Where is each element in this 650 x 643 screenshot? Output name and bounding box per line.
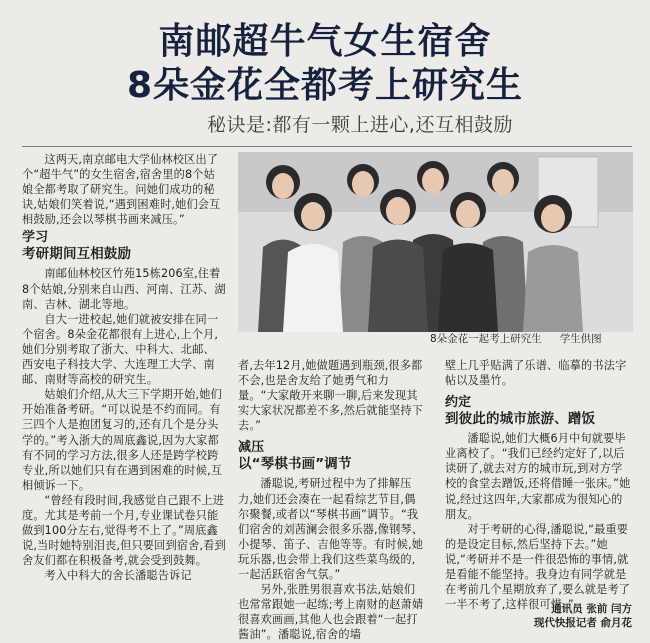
paragraph: 南邮仙林校区竹苑15栋206室,住着8个姑娘,分别来自山西、河南、江苏、湖南、吉林、湖北等地。 [22,267,226,311]
byline-correspondents: 通讯员 张前 闫方 [551,603,632,615]
byline [510,602,632,630]
header-divider [22,146,632,147]
section-kicker-relax: 减压 [238,440,265,456]
section-kicker-study: 学习 [22,230,49,246]
paragraph: 姑娘们介绍,从大三下学期开始,她们开始准备考研。“可以说是不约而同。有三四个人是抱团复习的,还有几个是分头学的。”考入浙大的周底鑫说,因为大家都有不同的学习方法,很多人还是跨学校跨专业,所以她们只有在遇到困难的时候,互相倾诉一下。 [22,388,223,492]
section-kicker-promise: 约定 [445,395,472,411]
section-title-promise: 到彼此的城市旅游、蹭饭 [445,411,596,428]
byline-reporter: 现代快报记者 俞月花 [533,617,632,629]
paragraph: 考入中科大的舍长潘聪告诉记 [44,569,192,583]
photo-credit: 学生供图 [559,333,602,345]
subheadline: 秘诀是:都有一颗上进心,还互相鼓励 [207,114,513,136]
headline-line-2: 8朵金花全都考上研究生 [126,65,524,106]
photo-caption [430,333,602,346]
paragraph: 另外,张胜男很喜欢书法,姑娘们也常常跟她一起练;考上南财的赵萧婧很喜欢画画,其他人也会跟着“一起打酱油”。潘聪说,宿舍的墙 [238,583,424,642]
group-photo [238,152,633,332]
headline-line-1: 南邮超牛气女生宿舍 [158,21,492,62]
paragraph: 者,去年12月,她做题遇到瓶颈,很多都不会,也是舍友给了她勇气和力量。“大家敞开来聊一聊,后来发现其实大家状况都差不多,然后就能坚持下去。” [238,359,424,433]
paragraph: 自大一进校起,她们就被安排在同一个宿舍。8朵金花都很有上进心,上个月,她们分别考取了浙大、中科大、北邮、西安电子科技大学、大连理工大学、南邮、南财等高校的研究生。 [22,312,219,387]
paragraph: 壁上几乎贴满了乐谱、临摹的书法字帖以及墨竹。 [445,359,627,388]
section-title-study: 考研期间互相鼓励 [22,246,132,263]
caption-text: 8朵金花一起考上研究生 [430,333,542,345]
article-column-1 [22,152,226,583]
group-photo-illustration [238,152,633,332]
intro-paragraph: 这两天,南京邮电大学仙林校区出了个“超牛气”的女生宿舍,宿舍里的8个姑娘全都考取了研究生。问她们成功的秘诀,姑娘们笑着说,“遇到困难时,她们会互相鼓励,还会以琴棋书画来减压。” [22,153,221,227]
article-column-2 [238,358,424,643]
paragraph: 潘聪说,她们大概6月中旬就要毕业离校了。“我们已经约定好了,以后读研了,就去对方的城市玩,到对方学校的食堂去蹭饭,还将借睡一张床。”她说,经过这四年,大家都成为很知心的朋友。 [445,432,631,521]
paragraph: 对于考研的心得,潘聪说,“最重要的是设定目标,然后坚持下去。”她说,“考研并不是一件很恐怖的事情,就是看能不能坚持。我身边有同学就是在考前几个星期放弃了,要么就是考了一半不考了,这样很可惜。” [445,522,631,612]
section-title-relax: 以“琴棋书画”调节 [238,456,352,473]
paragraph: 潘聪说,考研过程中为了排解压力,她们还会凑在一起看综艺节目,偶尔聚餐,或者以“琴棋书画”调节。“我们宿舍的刘茜澜会很多乐器,像钢琴、小提琴、笛子、吉他等等。有时候,她玩乐器,也会带上我们这些菜鸟级的,一起活跃宿舍气氛。” [238,477,424,582]
paragraph: “曾经有段时间,我感觉自己跟不上进度。尤其是考前一个月,专业课试卷只能做到100分左右,觉得考不上了。”周底鑫说,当时她特别泪丧,但只要回到宿舍,看到舍友们都在积极备考,就会受到鼓舞。 [22,493,226,568]
article-column-3 [445,358,632,612]
